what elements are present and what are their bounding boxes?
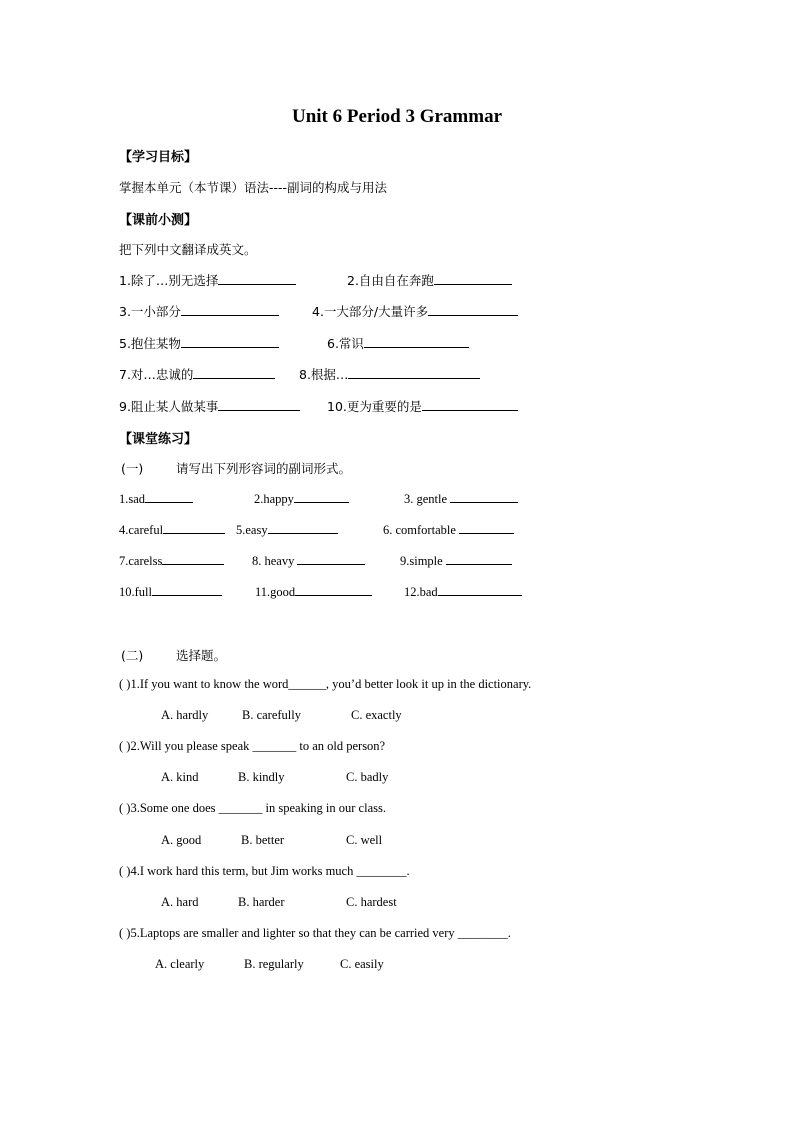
answer-blank[interactable] xyxy=(450,490,518,503)
option[interactable]: C. hardest xyxy=(346,895,397,909)
adverb-item: 9.simple xyxy=(400,552,512,569)
answer-paren[interactable]: ( ) xyxy=(119,864,131,878)
question-row xyxy=(119,677,531,692)
answer-blank[interactable] xyxy=(145,490,193,503)
answer-blank[interactable] xyxy=(193,366,275,379)
pretest-item: 7.对…忠诚的 xyxy=(119,365,275,383)
pretest-item: 2.自由自在奔跑 xyxy=(347,271,512,289)
answer-blank[interactable] xyxy=(218,272,296,285)
option[interactable]: B. harder xyxy=(238,895,285,909)
question-stem: 1.If you want to know the word______, you’d better look it up in the dictionary. xyxy=(130,677,532,691)
adverb-item: 11.good xyxy=(255,583,372,600)
answer-blank[interactable] xyxy=(434,272,512,285)
option[interactable]: C. exactly xyxy=(351,708,402,722)
adverb-item: 5.easy xyxy=(236,521,338,538)
answer-blank[interactable] xyxy=(163,521,225,534)
answer-blank[interactable] xyxy=(297,552,365,565)
practice-heading: 【课堂练习】 xyxy=(119,432,198,447)
answer-blank[interactable] xyxy=(218,398,300,411)
pretest-item: 4.一大部分/大量许多 xyxy=(312,302,518,320)
answer-blank[interactable] xyxy=(295,583,372,596)
answer-blank[interactable] xyxy=(364,335,469,348)
option[interactable]: B. kindly xyxy=(238,770,285,784)
answer-blank[interactable] xyxy=(181,335,279,348)
answer-blank[interactable] xyxy=(294,490,349,503)
pretest-item: 9.阻止某人做某事 xyxy=(119,397,300,415)
answer-blank[interactable] xyxy=(162,552,224,565)
answer-blank[interactable] xyxy=(446,552,512,565)
option[interactable]: C. easily xyxy=(340,957,384,971)
question-stem: 3.Some one does _______ in speaking in our class. xyxy=(130,801,386,815)
answer-blank[interactable] xyxy=(268,521,338,534)
answer-paren[interactable]: ( ) xyxy=(119,926,131,940)
answer-blank[interactable] xyxy=(422,398,518,411)
question-row xyxy=(119,801,386,816)
pretest-item: 6.常识 xyxy=(327,334,469,352)
pretest-item: 10.更为重要的是 xyxy=(327,397,518,415)
adverb-item: 8. heavy xyxy=(252,552,365,569)
answer-paren[interactable]: ( ) xyxy=(119,677,131,691)
pretest-item: 5.抱住某物 xyxy=(119,334,279,352)
question-row xyxy=(119,864,410,879)
adverb-item: 2.happy xyxy=(254,490,349,507)
option[interactable]: B. better xyxy=(241,833,285,847)
option[interactable]: A. good xyxy=(161,833,202,847)
pretest-heading: 【课前小测】 xyxy=(119,213,198,228)
pretest-item: 3.一小部分 xyxy=(119,302,279,320)
answer-paren[interactable]: ( ) xyxy=(119,739,131,753)
pretest-item: 8.根据… xyxy=(299,365,480,383)
answer-blank[interactable] xyxy=(459,521,514,534)
adverb-item: 12.bad xyxy=(404,583,522,600)
question-stem: 5.Laptops are smaller and lighter so that they can be carried very ________. xyxy=(130,926,511,940)
option[interactable]: A. hard xyxy=(161,895,199,909)
page-title: Unit 6 Period 3 Grammar xyxy=(291,106,502,127)
objectives-heading: 【学习目标】 xyxy=(119,150,198,165)
adverb-item: 6. comfortable xyxy=(383,521,514,538)
option[interactable]: A. kind xyxy=(161,770,199,784)
adverb-item: 3. gentle xyxy=(404,490,518,507)
option[interactable]: B. carefully xyxy=(242,708,302,722)
question-row xyxy=(119,926,511,941)
option[interactable]: A. hardly xyxy=(161,708,209,722)
pretest-item: 1.除了…别无选择 xyxy=(119,271,296,289)
adverb-item: 4.careful xyxy=(119,521,225,538)
question-stem: 4.I work hard this term, but Jim works much ________. xyxy=(130,864,410,878)
question-row xyxy=(119,739,385,754)
part2-label: (二) xyxy=(121,648,144,663)
answer-blank[interactable] xyxy=(438,583,522,596)
objectives-text: 掌握本单元（本节课）语法----副词的构成与用法 xyxy=(119,180,388,195)
adverb-item: 1.sad xyxy=(119,490,193,507)
part1-label: (一) xyxy=(121,461,144,476)
answer-paren[interactable]: ( ) xyxy=(119,801,131,815)
pretest-instruction: 把下列中文翻译成英文。 xyxy=(119,242,257,257)
question-stem: 2.Will you please speak _______ to an old person? xyxy=(130,739,386,753)
answer-blank[interactable] xyxy=(348,366,480,379)
part2-instruction: 选择题。 xyxy=(176,648,227,663)
option[interactable]: B. regularly xyxy=(244,957,304,971)
option[interactable]: C. well xyxy=(346,833,383,847)
option[interactable]: C. badly xyxy=(346,770,389,784)
adverb-item: 10.full xyxy=(119,583,222,600)
answer-blank[interactable] xyxy=(428,303,518,316)
adverb-item: 7.carelss xyxy=(119,552,224,569)
answer-blank[interactable] xyxy=(181,303,279,316)
part1-instruction: 请写出下列形容词的副词形式。 xyxy=(176,461,352,476)
answer-blank[interactable] xyxy=(152,583,222,596)
option[interactable]: A. clearly xyxy=(155,957,205,971)
